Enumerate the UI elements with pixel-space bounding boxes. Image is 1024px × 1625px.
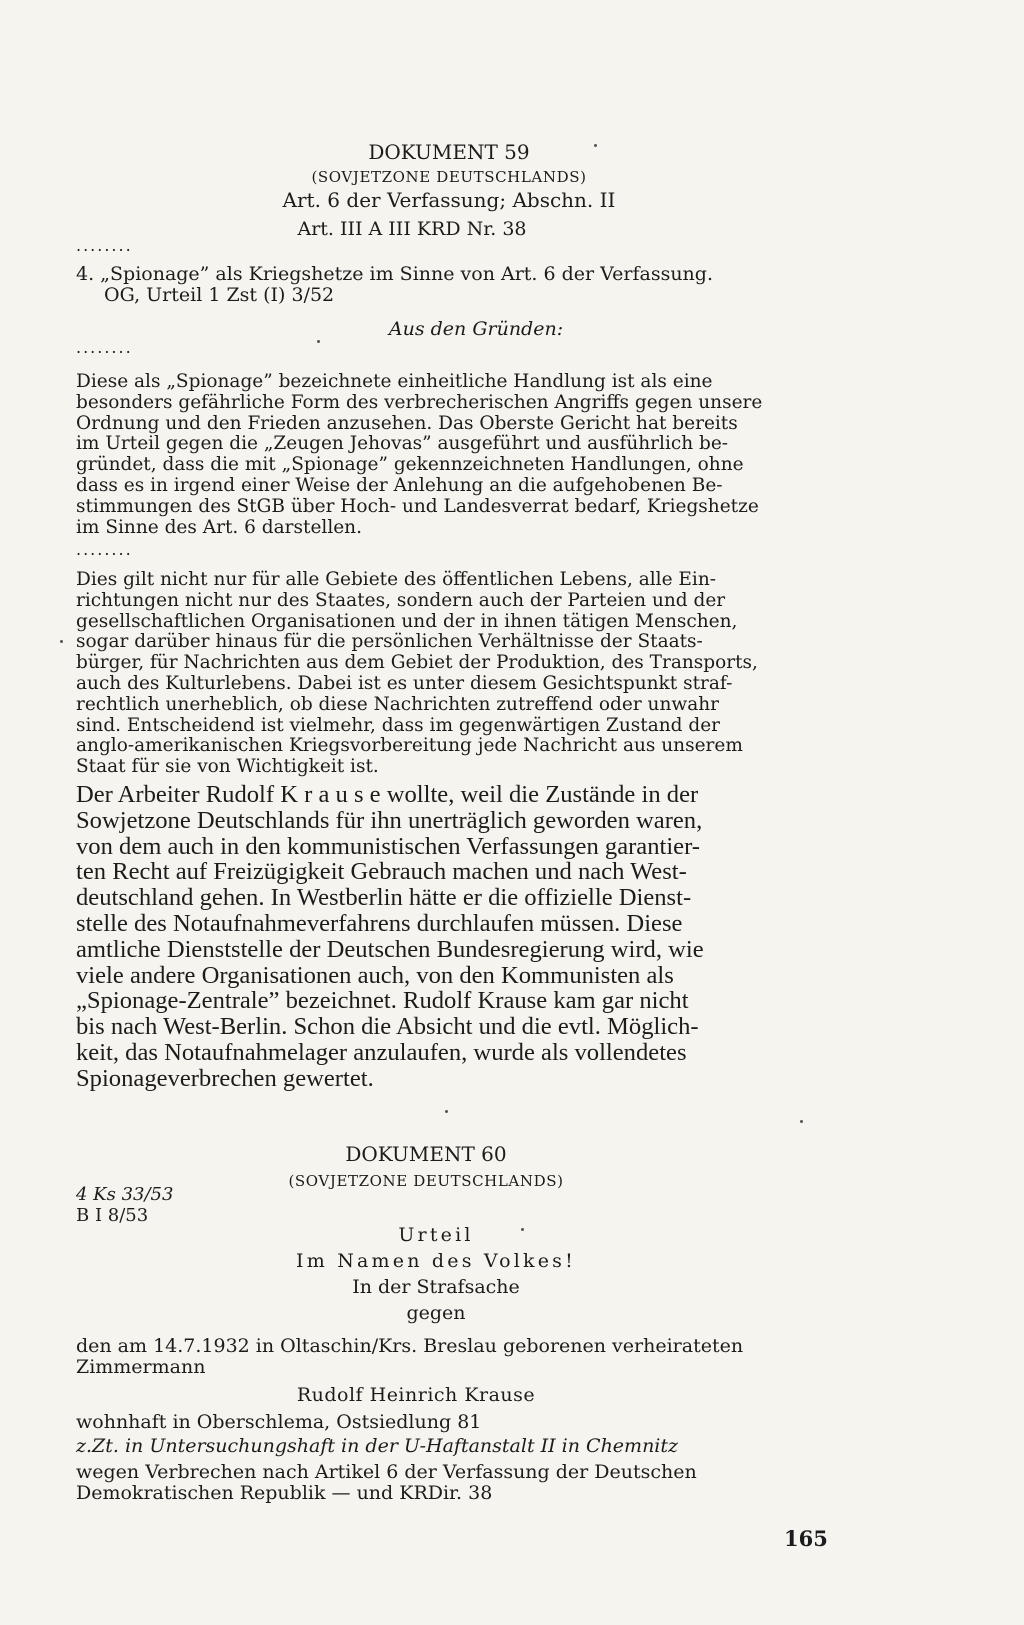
grounds-heading: Aus den Gründen: (388, 318, 564, 340)
document-59-paragraph-2 (76, 570, 822, 778)
commentary-line: stelle des Notaufnahmeverfahrens durchlaufen müssen. Diese (76, 909, 683, 937)
paragraph-line: im Sinne des Art. 6 darstellen. (76, 516, 362, 538)
commentary-line: bis nach West-Berlin. Schon die Absicht und die evtl. Möglich- (76, 1013, 699, 1041)
paragraph-line: auch des Kulturlebens. Dabei ist es unter diesem Gesichtspunkt straf- (76, 672, 733, 694)
document-59-reference-2: Art. III A III KRD Nr. 38 (297, 218, 527, 240)
document-59-item (76, 264, 822, 306)
paragraph-line: Staat für sie von Wichtigkeit ist. (76, 756, 379, 778)
document-60-zone: (SOVJETZONE DEUTSCHLANDS) (288, 1172, 564, 1190)
print-speck (594, 144, 597, 147)
commentary-line: „Spionage-Zentrale” bezeichnet. Rudolf Krause kam gar nicht (76, 987, 689, 1015)
commentary-line: viele andere Organisationen auch, von den Kommunisten als (76, 961, 674, 989)
document-59-paragraph-1 (76, 372, 822, 538)
print-speck (521, 1228, 524, 1231)
defendant-line: Zimmermann (76, 1356, 206, 1378)
commentary-line: Der Arbeiter Rudolf K r a u s e wollte, weil die Zustände in der (76, 781, 699, 808)
paragraph-line: besonders gefährliche Form des verbrecherischen Angriffs gegen unsere (76, 391, 763, 413)
defendant-name: Rudolf Heinrich Krause (296, 1384, 536, 1406)
paragraph-line: sind. Entscheidend ist vielmehr, dass im gegenwärtigen Zustand der (76, 714, 721, 736)
document-60-title: DOKUMENT 60 (345, 1142, 507, 1166)
paragraph-line: rechtlich unerheblich, ob diese Nachrichten zutreffend oder unwahr (76, 693, 720, 715)
document-59-zone: (SOVJETZONE DEUTSCHLANDS) (311, 168, 587, 186)
paragraph-line: bürger, für Nachrichten aus dem Gebiet der Produktion, des Transports, (76, 652, 758, 674)
document-59-reference: Art. 6 der Verfassung; Abschn. II (282, 188, 616, 212)
item-heading: 4. „Spionage” als Kriegshetze im Sinne von Art. 6 der Verfassung. (76, 263, 713, 285)
commentary-line: ten Recht auf Freizügigkeit Gebrauch machen und nach West- (76, 858, 687, 886)
criminal-case-label: In der Strafsache (352, 1276, 520, 1298)
paragraph-line: gesellschaftlichen Organisationen und der in ihnen tätigen Menschen, (76, 610, 738, 632)
paragraph-line: sogar darüber hinaus für die persönlichen Verhältnisse der Staats- (76, 631, 703, 653)
charge-line: wegen Verbrechen nach Artikel 6 der Verfassung der Deutschen (76, 1461, 697, 1483)
paragraph-line: dass es in irgend einer Weise der Anlehung an die aufgehobenen Be- (76, 474, 723, 496)
paragraph-line: Ordnung und den Frieden anzusehen. Das Oberste Gericht hat bereits (76, 412, 738, 434)
case-number: 4 Ks 33/53 (76, 1184, 174, 1205)
paragraph-line: Diese als „Spionage” bezeichnete einheitliche Handlung ist als eine (76, 371, 713, 392)
judgment-heading: Urteil (398, 1224, 474, 1246)
omission-dots: ........ (76, 338, 133, 357)
commentary-line: keit, das Notaufnahmelager anzulaufen, wurde als vollendetes (76, 1038, 687, 1066)
commentary-line: Spionageverbrechen gewertet. (76, 1064, 374, 1092)
print-speck (60, 640, 63, 643)
commentary-line: amtliche Dienststelle der Deutschen Bundesregierung wird, wie (76, 935, 704, 963)
defendant-custody: z.Zt. in Untersuchungshaft in der U-Haftanstalt II in Chemnitz (76, 1435, 679, 1457)
print-speck (800, 1120, 803, 1123)
defendant-line: den am 14.7.1932 in Oltaschin/Krs. Breslau geborenen verheirateten (76, 1335, 744, 1357)
paragraph-line: anglo-amerikanischen Kriegsvorbereitung jede Nachricht aus unserem (76, 735, 743, 757)
commentary-paragraph (76, 782, 822, 1092)
paragraph-line: im Urteil gegen die „Zeugen Jehovas” ausgeführt und ausführlich be- (76, 433, 729, 455)
print-speck (445, 1110, 448, 1113)
defendant-description (76, 1336, 822, 1378)
paragraph-line: gründet, dass die mit „Spionage” gekennzeichneten Handlungen, ohne (76, 454, 744, 476)
paragraph-line: stimmungen des StGB über Hoch- und Landesverrat bedarf, Kriegshetze (76, 495, 759, 517)
case-number: B I 8/53 (76, 1205, 149, 1226)
commentary-line: Sowjetzone Deutschlands für ihn unerträglich geworden waren, (76, 806, 703, 834)
page-number: 165 (784, 1526, 828, 1551)
document-59-title: DOKUMENT 59 (368, 140, 530, 164)
paragraph-line: Dies gilt nicht nur für alle Gebiete des öffentlichen Lebens, alle Ein- (76, 569, 716, 590)
defendant-details (76, 1410, 822, 1504)
paragraph-line: richtungen nicht nur des Staates, sondern auch der Parteien und der (76, 589, 726, 611)
omission-dots: ........ (76, 236, 133, 255)
commentary-line: deutschland gehen. In Westberlin hätte er die offizielle Dienst- (76, 884, 692, 912)
against-label: gegen (406, 1302, 466, 1324)
item-citation: OG, Urteil 1 Zst (I) 3/52 (104, 283, 335, 306)
defendant-address: wohnhaft in Oberschlema, Ostsiedlung 81 (76, 1411, 482, 1433)
commentary-line: von dem auch in den kommunistischen Verfassungen garantier- (76, 832, 700, 860)
judgment-preamble: Im Namen des Volkes! (296, 1250, 576, 1272)
charge-line: Demokratischen Republik — und KRDir. 38 (76, 1482, 493, 1504)
omission-dots: ........ (76, 540, 133, 559)
print-speck (317, 340, 320, 343)
case-numbers (76, 1184, 822, 1226)
